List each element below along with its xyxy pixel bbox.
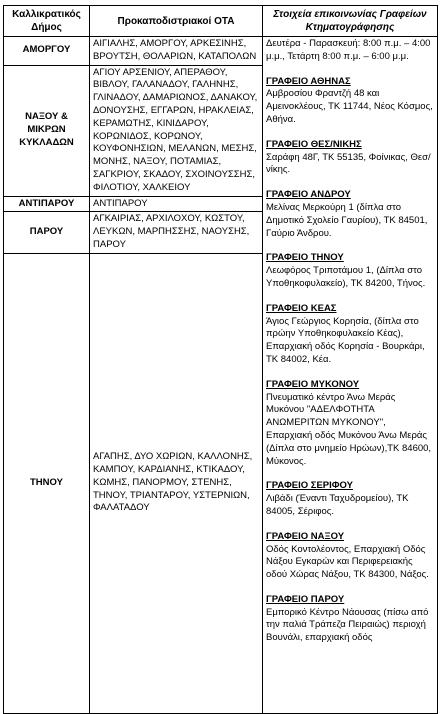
header-pre-kapodistrian: Προκαποδιστριακοί ΟΤΑ: [90, 6, 263, 37]
office-address: Λεωφόρος Τριποτάμου 1, (Δίπλα στο Υποθηκοφυλακείο), ΤΚ 84200, Τήνος.: [266, 265, 426, 289]
ota-cell: ΑΓΑΠΗΣ, ΔΥΟ ΧΩΡΙΩΝ, ΚΑΛΛΟΝΗΣ, ΚΑΜΠΟΥ, ΚΑΡΔΙΑΝΗΣ, ΚΤΙΚΑΔΟΥ, ΚΩΜΗΣ, ΠΑΝΟΡΜΟΥ, ΣΤΕΝΗΣ, ΤΗΝΟΥ, ΤΡΙΑΝΤΑΡΟΥ, ΥΣΤΕΡΝΙΩΝ, ΦΑΛΑΤΑΔΟΥ: [90, 253, 263, 713]
table-header-row: [4, 6, 438, 37]
office-title: ΓΡΑΦΕΙΟ ΑΝΔΡΟΥ: [266, 189, 351, 201]
office-address: Λιβάδι (Έναντι Ταχυδρομείου), ΤΚ 84005, Σέριφος.: [266, 493, 409, 517]
municipality-cell: ΠΑΡΟΥ: [4, 212, 90, 253]
ota-cell: ΑΝΤΙΠΑΡΟΥ: [90, 196, 263, 212]
municipality-cell: ΑΜΟΡΓΟΥ: [4, 37, 90, 66]
office-title: ΓΡΑΦΕΙΟ ΠΑΡΟΥ: [266, 593, 345, 605]
office-entry: [266, 139, 434, 177]
ota-cell: ΑΓΙΟΥ ΑΡΣΕΝΙΟΥ, ΑΠΕΡΑΘΟΥ, ΒΙΒΛΟΥ, ΓΑΛΑΝΑΔΟΥ, ΓΑΛΗΝΗΣ, ΓΛΙΝΑΔΟΥ, ΔΑΜΑΡΙΩΝΟΣ, ΔΑΝΑΚΟΥ, ΔΟΝΟΥΣΗΣ, ΕΓΓΑΡΩΝ, ΗΡΑΚΛΕΙΑΣ, ΚΕΡΑΜΩΤΗΣ, ΚΙΝΙΔΑΡΟΥ, ΚΟΡΩΝΙΔΟΣ, ΚΟΡΩΝΟΥ, ΚΟΥΦΟΝΗΣΙΩΝ, ΜΕΛΑΝΩΝ, ΜΕΣΗΣ, ΜΟΝΗΣ, ΝΑΞΟΥ, ΠΟΤΑΜΙΑΣ, ΣΑΓΚΡΙΟΥ, ΣΚΑΔΟΥ, ΣΧΟΙΝΟΥΣΣΗΣ, ΦΙΛΟΤΙΟΥ, ΧΑΛΚΕΙΟΥ: [90, 65, 263, 196]
office-address: Πνευματικό κέντρο Άνω Μεράς Μυκόνου "ΑΔΕΛΦΟΤΗΤΑ ΑΝΩΜΕΡΙΤΩΝ ΜΥΚΟΝΟΥ", Επαρχιακή οδός Μυκόνου Άνω Μεράς (Δίπλα στο μνημείο Ηρώων),ΤΚ 84600, Μύκονος.: [266, 391, 432, 467]
office-entry: [266, 531, 434, 582]
office-address: Οδός Κοντολέοντος, Επαρχιακή Οδός Νάξου Εγκαρών και Περιφερειακής οδού Χώρας Νάξου, ΤΚ 84300, Νάξος.: [266, 543, 429, 581]
municipality-cell: ΤΗΝΟΥ: [4, 253, 90, 713]
office-title: ΓΡΑΦΕΙΟ ΘΕΣ/ΝΙΚΗΣ: [266, 138, 362, 150]
ota-cell: ΑΓΚΑΙΡΙΑΣ, ΑΡΧΙΛΟΧΟΥ, ΚΩΣΤΟΥ, ΛΕΥΚΩΝ, ΜΑΡΠΗΣΣΗΣ, ΝΑΟΥΣΗΣ, ΠΑΡΟΥ: [90, 212, 263, 253]
table-row: [4, 37, 438, 66]
office-title: ΓΡΑΦΕΙΟ ΑΘΗΝΑΣ: [266, 75, 351, 87]
office-entry: [266, 189, 434, 240]
office-entry: [266, 76, 434, 127]
office-address: Άγιος Γεώργιος Κορησία, (δίπλα στο πρώην Υποθηκοφυλακείο Κέας), Επαρχιακή οδός Κορησία - Βουρκάρι, ΤΚ 84002, Κέα.: [266, 315, 425, 365]
office-entry: [266, 594, 434, 645]
working-hours: Δευτέρα - Παρασκευή: 8:00 π.μ. – 4:00 μ.μ., Τετάρτη 8:00 π.μ. – 6:00 μ.μ.: [266, 38, 431, 62]
office-title: ΓΡΑΦΕΙΟ ΤΗΝΟΥ: [266, 252, 344, 264]
office-address: Εμπορικό Κέντρο Νάουσας (πίσω από την παλιά Τράπεζα Πειραιώς) περιοχή Βουνάλι, επαρχιακή οδός: [266, 606, 429, 644]
office-entry: [266, 480, 434, 518]
office-address: Μελίνας Μερκούρη 1 (δίπλα στο Δημοτικό Σχολείο Γαυρίου), ΤΚ 84501, Γαύριο Άνδρου.: [266, 201, 428, 239]
offices-list: [266, 76, 434, 645]
office-entry: [266, 379, 434, 469]
office-entry: [266, 252, 434, 290]
municipality-cell: ΑΝΤΙΠΑΡΟΥ: [4, 196, 90, 212]
offices-table: [3, 5, 438, 714]
header-municipality: Καλλικρατικός Δήμος: [4, 6, 90, 37]
contact-cell: [263, 37, 438, 714]
office-title: ΓΡΑΦΕΙΟ ΣΕΡΙΦΟΥ: [266, 480, 354, 492]
office-entry: [266, 303, 434, 367]
header-contact: Στοιχεία επικοινωνίας Γραφείων Κτηματογράφησης: [263, 6, 438, 37]
office-title: ΓΡΑΦΕΙΟ ΝΑΞΟΥ: [266, 530, 345, 542]
office-address: Αμβροσίου Φραντζή 48 και Αμεινοκλέους, ΤΚ 11744, Νέος Κόσμος, Αθήνα.: [266, 88, 433, 125]
office-title: ΓΡΑΦΕΙΟ ΜΥΚΟΝΟΥ: [266, 378, 360, 390]
ota-cell: ΑΙΓΙΑΛΗΣ, ΑΜΟΡΓΟΥ, ΑΡΚΕΣΙΝΗΣ, ΒΡΟΥΤΣΗ, ΘΟΛΑΡΙΩΝ, ΚΑΤΑΠΟΛΩΝ: [90, 37, 263, 66]
office-title: ΓΡΑΦΕΙΟ ΚΕΑΣ: [266, 302, 337, 314]
municipality-cell: ΝΑΞΟΥ & ΜΙΚΡΩΝ ΚΥΚΛΑΔΩΝ: [4, 65, 90, 196]
office-address: Σαράφη 48Γ, ΤΚ 55135, Φοίνικας, Θεσ/νίκης.: [266, 151, 431, 176]
